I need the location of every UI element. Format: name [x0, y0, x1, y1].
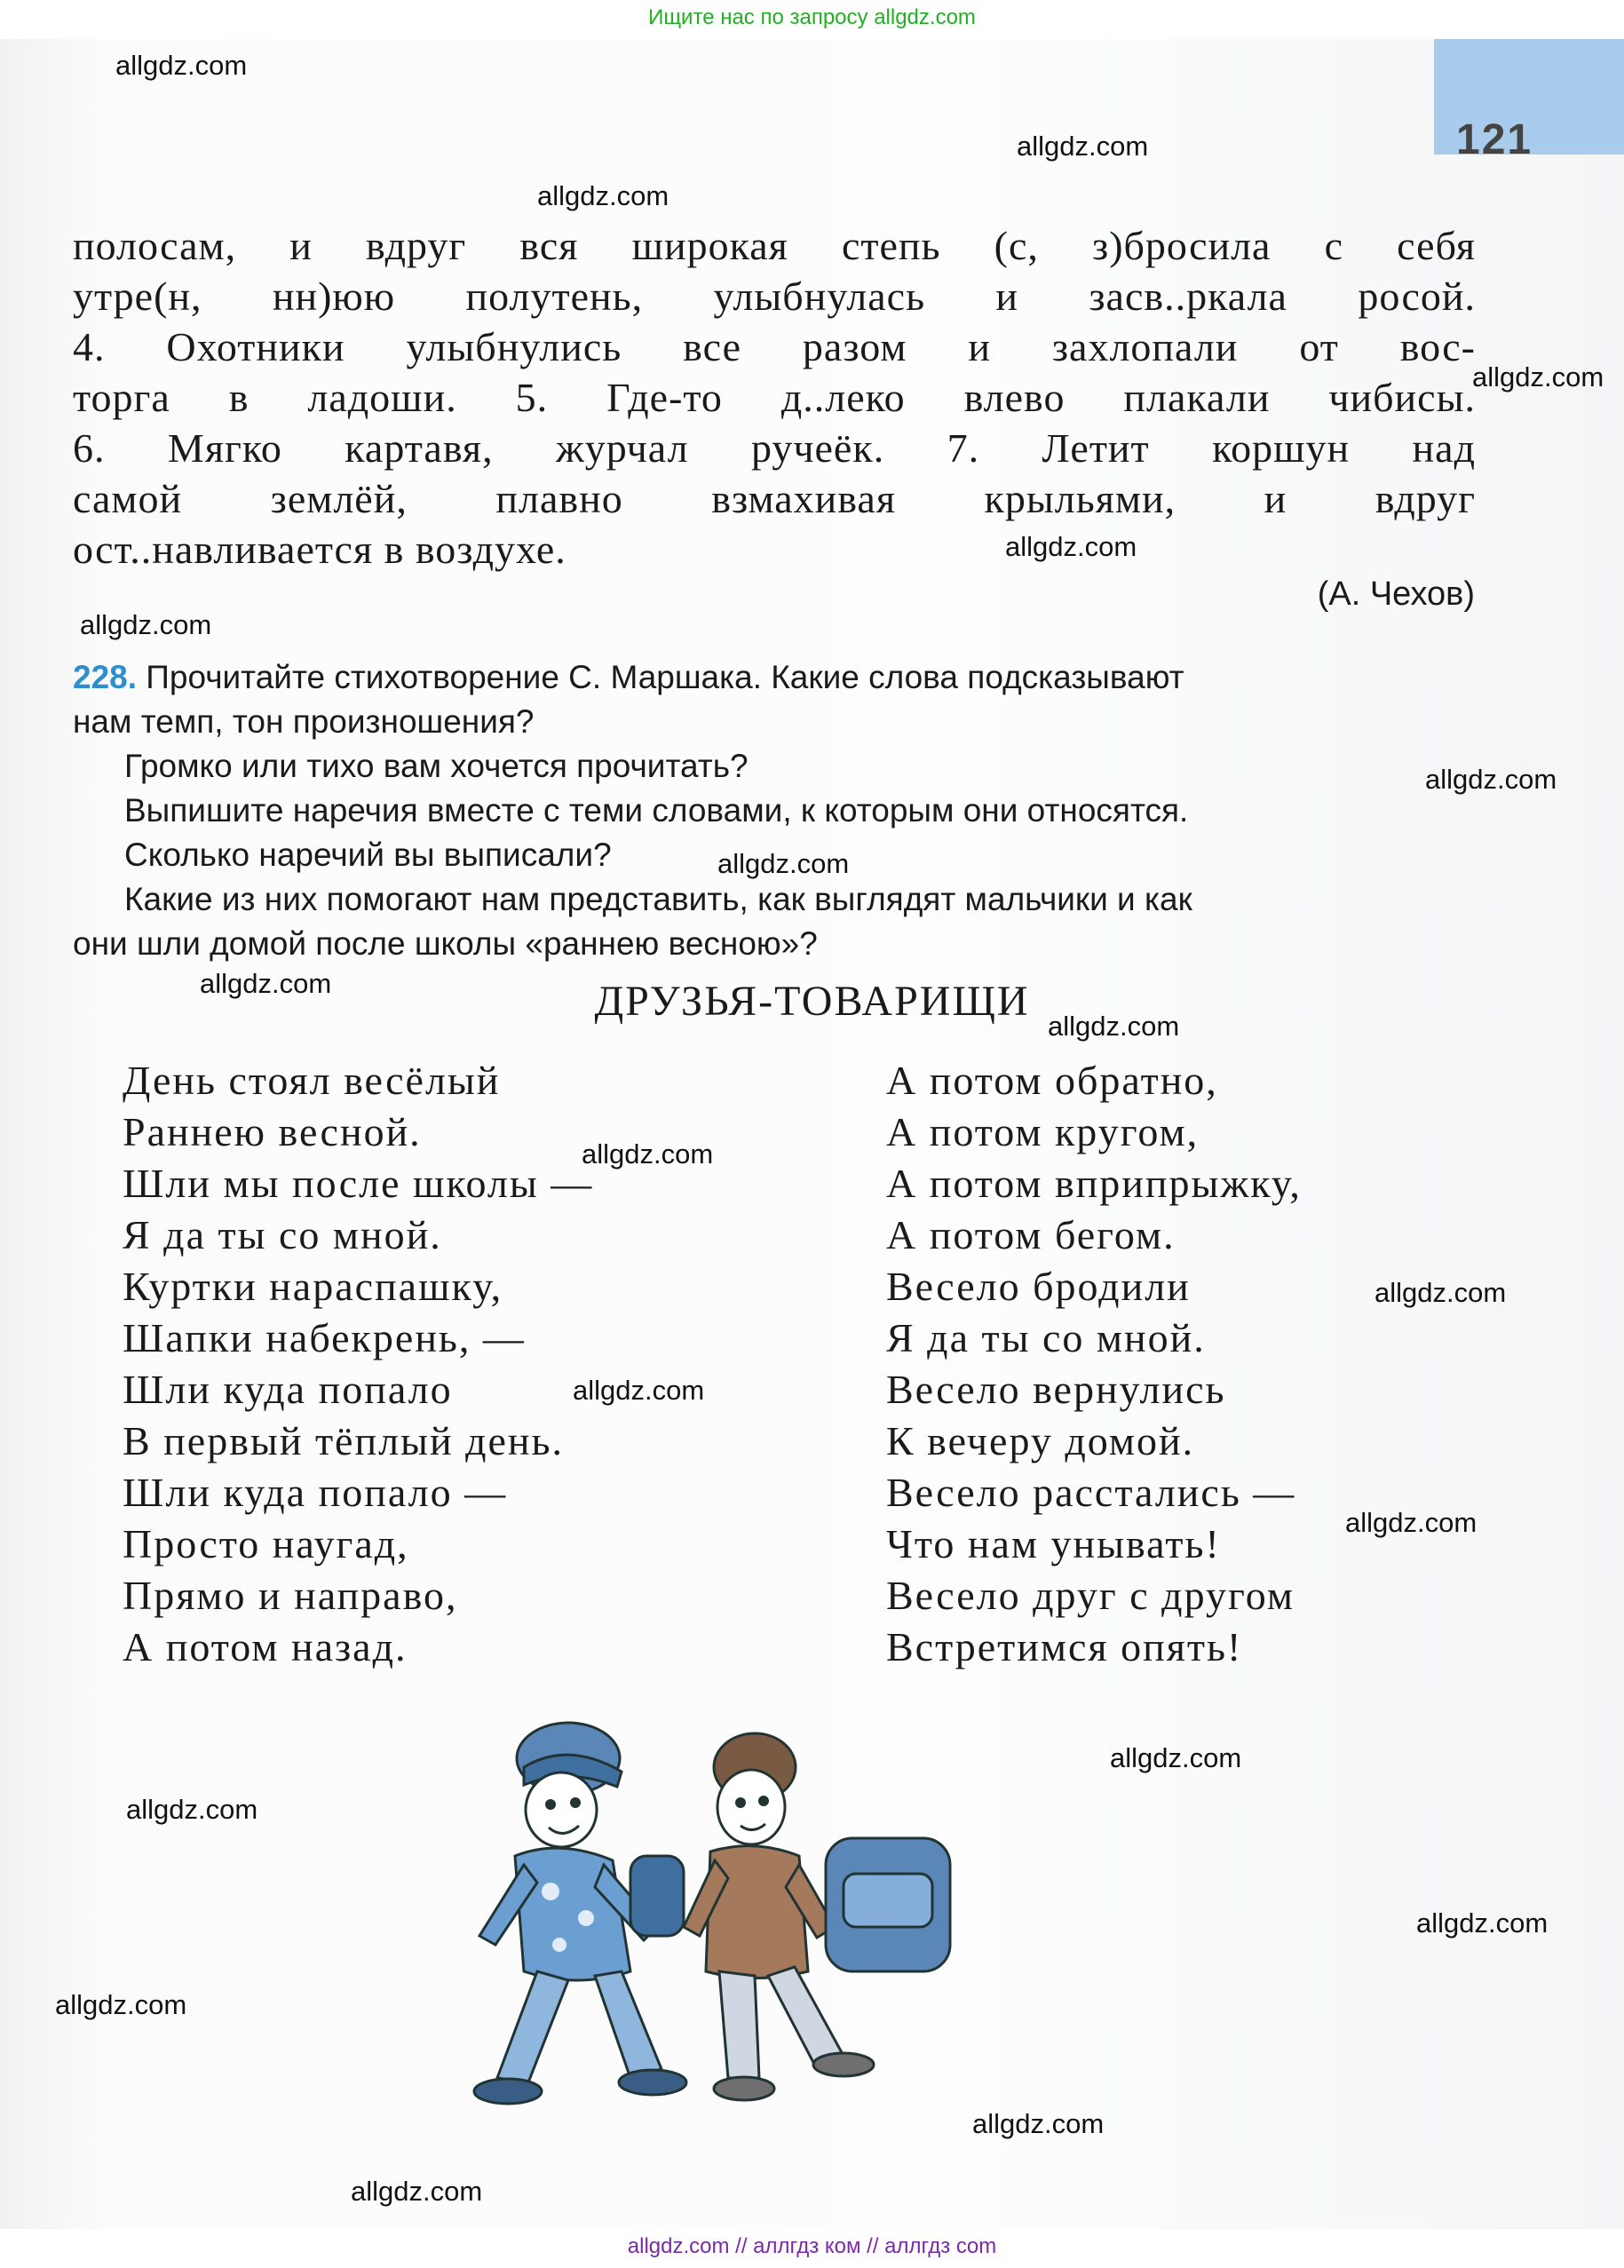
poem-line: Я да ты со мной. — [886, 1315, 1206, 1360]
watermark: allgdz.com — [55, 1989, 187, 2020]
bottom-banner[interactable]: allgdz.com // аллгдз ком // аллгдз com — [0, 2229, 1624, 2268]
exercise-228-line: Какие из них помогают нам представить, как выглядят мальчики и как — [124, 881, 1192, 917]
text-line: 6. Мягко картавя, журчал ручеёк. 7. Летит коршун над — [73, 425, 1476, 471]
exercise-228-line: Сколько наречий вы выписали? — [124, 837, 612, 873]
watermark: allgdz.com — [1345, 1507, 1477, 1538]
boy-right-figure — [684, 1733, 950, 2100]
poem-line: В первый тёплый день. — [123, 1418, 564, 1463]
exercise-228-line: Громко или тихо вам хочется прочитать? — [124, 748, 749, 784]
watermark: allgdz.com — [1416, 1907, 1549, 1939]
top-banner[interactable]: Ищите нас по запросу allgdz.com — [0, 0, 1624, 39]
text-line: торга в ладоши. 5. Где-то д..леко влево плакали чибисы. — [73, 375, 1476, 420]
poem-line: Весело бродили — [886, 1264, 1191, 1309]
poem-line: Прямо и направо, — [123, 1573, 458, 1618]
poem-line: Я да ты со мной. — [123, 1212, 442, 1257]
poem-line: Встретимся опять! — [886, 1624, 1243, 1669]
poem-line: А потом назад. — [123, 1624, 408, 1669]
poem-left-column — [123, 1055, 593, 1673]
exercise-228-line: нам темп, тон произношения? — [73, 703, 535, 740]
watermark: allgdz.com — [115, 50, 248, 81]
watermark: allgdz.com — [1374, 1277, 1507, 1308]
poem-line: А потом кругом, — [886, 1109, 1200, 1154]
watermark: allgdz.com — [80, 609, 212, 640]
watermark: allgdz.com — [537, 180, 669, 211]
two-boys-illustration — [462, 1705, 1012, 2122]
poem-line: День стоял весёлый — [123, 1058, 501, 1103]
watermark: allgdz.com — [1110, 1742, 1242, 1773]
exercise-number: 228. — [73, 659, 138, 695]
poem-line: Весело расстались — — [886, 1470, 1296, 1515]
poem-line: Шли мы после школы — — [123, 1161, 594, 1206]
watermark: allgdz.com — [126, 1794, 258, 1825]
watermark: allgdz.com — [972, 2108, 1105, 2139]
poem-title: ДРУЗЬЯ-ТОВАРИЩИ — [594, 978, 1030, 1025]
poem-line: Весело вернулись — [886, 1367, 1226, 1412]
poem-line: Раннею весной. — [123, 1109, 422, 1154]
poem-line: А потом обратно, — [886, 1058, 1218, 1103]
exercise-228-line: Выпишите наречия вместе с теми словами, к которым они относятся. — [124, 792, 1189, 829]
author-attribution: (А. Чехов) — [1317, 575, 1475, 613]
poem-line: Куртки нараспашку, — [123, 1264, 503, 1309]
poem-line: Весело друг с другом — [886, 1573, 1295, 1618]
watermark: allgdz.com — [1472, 361, 1604, 393]
poem-right-column — [886, 1055, 1302, 1673]
poem-line: Шли куда попало — [123, 1367, 453, 1412]
text-line: утре(н, нн)юю полутень, улыбнулась и засв..ркала росой. — [73, 274, 1476, 319]
text-line: самой землёй, плавно взмахивая крыльями, и вдруг — [73, 476, 1476, 521]
watermark: allgdz.com — [1425, 764, 1557, 795]
watermark: allgdz.com — [1005, 531, 1137, 562]
watermark: allgdz.com — [351, 2176, 483, 2207]
poem-line: Что нам унывать! — [886, 1521, 1221, 1566]
text-line: 4. Охотники улыбнулись все разом и захлопали от вос- — [73, 324, 1476, 369]
watermark: allgdz.com — [717, 848, 850, 879]
poem-line: Шли куда попало — — [123, 1470, 508, 1515]
page-number: 121 — [1456, 116, 1533, 163]
watermark: allgdz.com — [573, 1375, 705, 1406]
watermark: allgdz.com — [200, 968, 332, 999]
poem-line: Просто наугад, — [123, 1521, 409, 1566]
text-line: ост..навливается в воздухе. — [73, 527, 566, 572]
poem-line: К вечеру домой. — [886, 1418, 1195, 1463]
exercise-text: Прочитайте стихотворение С. Маршака. Какие слова подсказывают — [146, 659, 1184, 695]
watermark: allgdz.com — [582, 1138, 714, 1170]
poem-line: А потом бегом. — [886, 1212, 1176, 1257]
exercise-228-line: они шли домой после школы «раннею весною»? — [73, 925, 818, 962]
boy-left-figure — [474, 1723, 686, 2104]
poem-line: Шапки набекрень, — — [123, 1315, 526, 1360]
text-line: полосам, и вдруг вся широкая степь (с, з)бросила с себя — [73, 223, 1476, 268]
exercise-228-line — [73, 659, 1184, 696]
watermark: allgdz.com — [1017, 131, 1149, 162]
watermark: allgdz.com — [1048, 1011, 1180, 1042]
poem-line: А потом вприпрыжку, — [886, 1161, 1302, 1206]
